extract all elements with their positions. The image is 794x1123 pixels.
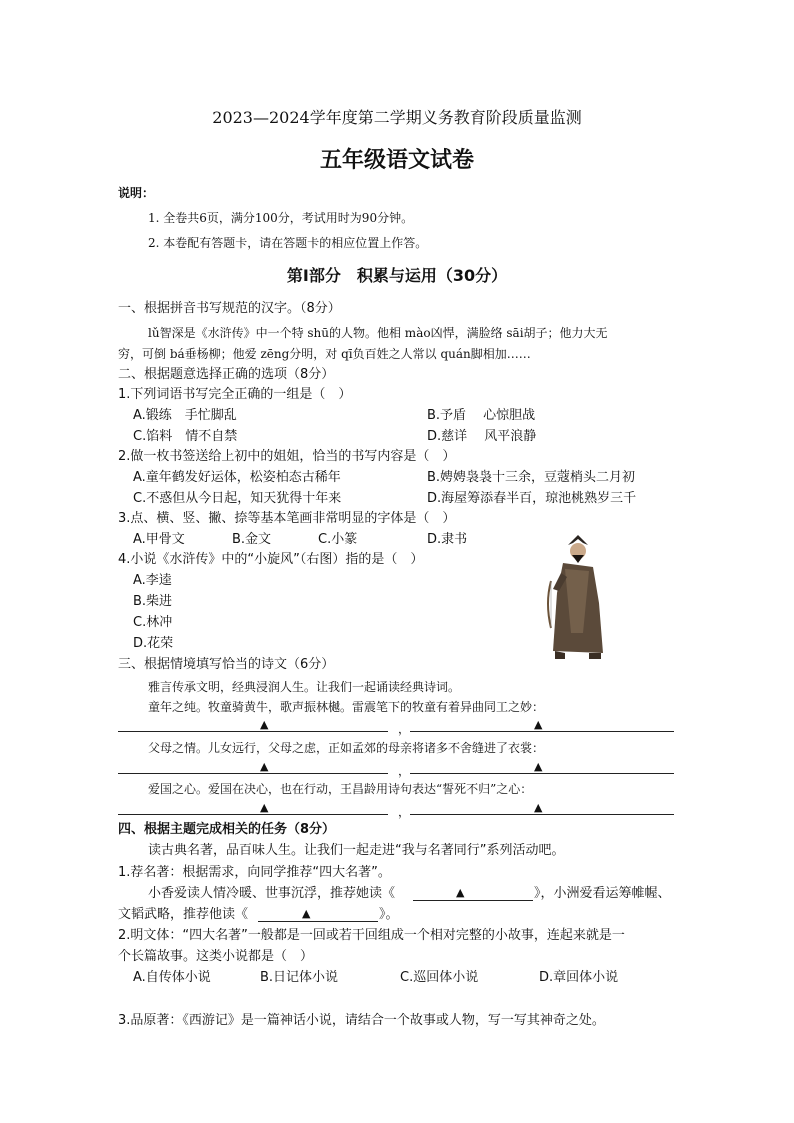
answer-blank[interactable]: [118, 814, 388, 815]
option-d[interactable]: D.隶书: [427, 532, 468, 547]
task1-text: 》，小洲爱看运筹帷幄、: [534, 886, 671, 901]
option-c[interactable]: C.巡回体小说: [400, 970, 479, 985]
answer-blank[interactable]: [410, 731, 674, 732]
comma: ，: [398, 764, 411, 778]
q2-3-stem: 3.点、横、竖、撇、捺等基本笔画非常明显的字体是（ ）: [118, 511, 456, 526]
option-b[interactable]: B.日记体小说: [260, 970, 339, 985]
option-b[interactable]: B.予盾 心惊胆战: [427, 408, 536, 423]
option-c[interactable]: C.馅料 情不自禁: [133, 429, 238, 444]
q1-line: 穷，可倒 bá垂杨柳；他爱 zēng分明，对 qī负百姓之人常以 quán脚相加……: [118, 347, 531, 361]
option-c[interactable]: C.小篆: [318, 532, 358, 547]
option-a[interactable]: A.自传体小说: [133, 970, 211, 985]
q3-prompt: 爱国之心。爱国在决心，也在行动，王昌龄用诗句表达“誓死不归”之心：: [148, 782, 533, 796]
q1-heading: 一、根据拼音书写规范的汉字。（8分）: [118, 301, 341, 316]
comma: ，: [398, 805, 411, 819]
task3-line: 3.品原著：《西游记》是一篇神话小说，请结合一个故事或人物，写一写其神奇之处。: [118, 1013, 605, 1028]
q3-intro: 雅言传承文明，经典浸润人生。让我们一起诵读经典诗词。: [148, 680, 461, 694]
option-d[interactable]: D.慈详 风平浪静: [427, 429, 537, 444]
blank-marker: ▲: [260, 801, 269, 814]
q2-4-stem: 4.小说《水浒传》中的“小旋风”（右图）指的是（ ）: [118, 552, 424, 567]
answer-blank[interactable]: [258, 921, 378, 922]
blank-marker: ▲: [534, 801, 543, 814]
q4-intro: 读古典名著，品百味人生。让我们一起走进“我与名著同行”系列活动吧。: [148, 843, 565, 858]
note-item: 1. 全卷共6页，满分100分，考试用时为90分钟。: [148, 211, 414, 225]
answer-blank[interactable]: [410, 814, 674, 815]
option-a[interactable]: A.李逵: [133, 573, 172, 588]
answer-blank[interactable]: [410, 773, 674, 774]
option-b[interactable]: B.娉娉袅袅十三余，豆蔻梢头二月初: [427, 470, 636, 485]
option-b[interactable]: B.柴进: [133, 594, 173, 609]
task1-text: 》。: [379, 907, 399, 922]
task1-text: 小香爱读人情冷暖、世事沉浮，推荐她读《: [148, 886, 396, 901]
q3-prompt: 童年之纯。牧童骑黄牛，歌声振林樾。雷震笔下的牧童有着异曲同工之妙：: [148, 700, 545, 714]
task1-text: 文韬武略，推荐他读《: [118, 907, 249, 922]
paper-title: 五年级语文试卷: [319, 148, 474, 173]
option-d[interactable]: D.花荣: [133, 636, 174, 651]
q3-prompt: 父母之情。儿女远行，父母之虑，正如孟郊的母亲将诸多不舍缝进了衣裳：: [148, 741, 545, 755]
part1-title: 第Ⅰ部分 积累与运用（30分）: [286, 266, 508, 285]
blank-marker: ▲: [456, 886, 465, 899]
answer-blank[interactable]: [118, 731, 388, 732]
option-a[interactable]: A.童年鹤发好运体，松姿柏态古稀年: [133, 470, 341, 485]
q2-2-stem: 2.做一枚书签送给上初中的姐姐，恰当的书写内容是（ ）: [118, 449, 456, 464]
task2-line: 个长篇故事。这类小说都是（ ）: [118, 949, 314, 964]
blank-marker: ▲: [260, 760, 269, 773]
notes-label: 说明：: [118, 186, 155, 200]
answer-blank[interactable]: [413, 900, 533, 901]
warrior-illustration: [543, 533, 613, 661]
task2-line: 2.明文体：“四大名著”一般都是一回或若干回组成一个相对完整的小故事，连起来就是一: [118, 928, 625, 943]
task1-title: 1.荐名著：根据需求，向同学推荐“四大名著”。: [118, 865, 391, 880]
option-a[interactable]: A.甲骨文: [133, 532, 185, 547]
blank-marker: ▲: [534, 760, 543, 773]
blank-marker: ▲: [260, 718, 269, 731]
comma: ，: [398, 722, 411, 736]
option-d[interactable]: D.海屋筹添春半百，琼池桃熟岁三千: [427, 491, 637, 506]
option-d[interactable]: D.章回体小说: [539, 970, 619, 985]
answer-blank[interactable]: [118, 773, 388, 774]
exam-title: 2023—2024学年度第二学期义务教育阶段质量监测: [212, 108, 582, 127]
blank-marker: ▲: [534, 718, 543, 731]
note-item: 2. 本卷配有答题卡，请在答题卡的相应位置上作答。: [148, 236, 428, 250]
blank-marker: ▲: [302, 907, 311, 920]
option-c[interactable]: C.林冲: [133, 615, 173, 630]
option-b[interactable]: B.金文: [232, 532, 272, 547]
q4-heading: 四、根据主题完成相关的任务（8分）: [118, 822, 336, 837]
q2-heading: 二、根据题意选择正确的选项（8分）: [118, 367, 335, 382]
q3-heading: 三、根据情境填写恰当的诗文（6分）: [118, 657, 335, 672]
option-c[interactable]: C.不惑但从今日起，知天犹得十年来: [133, 491, 342, 506]
option-a[interactable]: A.锻练 手忙脚乱: [133, 408, 237, 423]
q1-line: lǔ智深是《水浒传》中一个特 shū的人物。他相 mào凶悍，满脸络 sāi胡子；他力大无: [148, 326, 608, 340]
q2-1-stem: 1.下列词语书写完全正确的一组是（ ）: [118, 387, 352, 402]
